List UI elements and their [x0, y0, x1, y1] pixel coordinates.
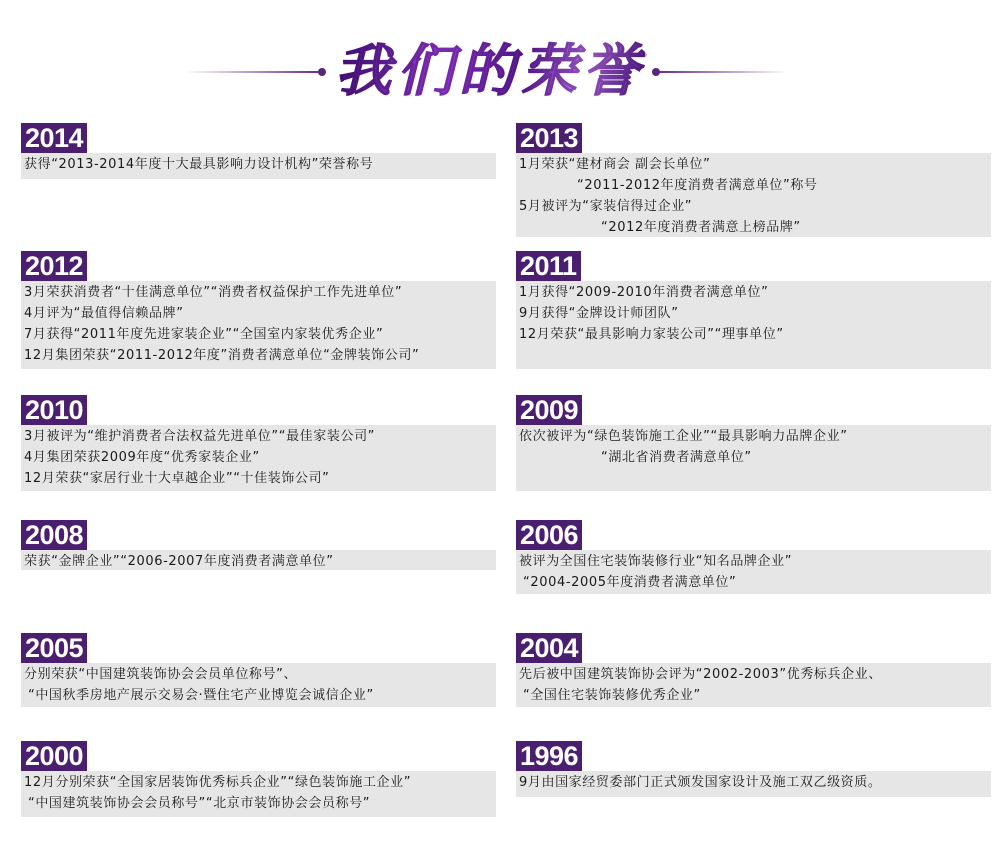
header-left-dot [318, 68, 326, 76]
award-line: 获得“2013-2014年度十大最具影响力设计机构”荣誉称号 [24, 157, 374, 172]
award-line: 3月被评为“维护消费者合法权益先进单位”“最佳家装公司” [24, 429, 376, 444]
award-line: “2012年度消费者满意上榜品牌” [601, 220, 801, 235]
year-badge: 2000 [21, 741, 87, 771]
award-line: 9月由国家经贸委部门正式颁发国家设计及施工双乙级资质。 [519, 775, 882, 790]
header-left-rule [186, 71, 318, 73]
year-badge: 2006 [516, 520, 582, 550]
year-badge: 2012 [21, 251, 87, 281]
award-line: 依次被评为“绿色装饰施工企业”“最具影响力品牌企业” [519, 429, 848, 444]
award-body [516, 281, 991, 369]
award-line: “中国秋季房地产展示交易会·暨住宅产业博览会诚信企业” [28, 688, 374, 703]
award-line: 7月获得“2011年度先进家装企业”“全国室内家装优秀企业” [24, 327, 384, 342]
award-line: “2004-2005年度消费者满意单位” [523, 575, 737, 590]
award-line: 1月获得“2009-2010年消费者满意单位” [519, 285, 769, 300]
year-badge: 2005 [21, 633, 87, 663]
award-line: “中国建筑装饰协会会员称号”“北京市装饰协会会员称号” [28, 796, 371, 811]
award-line: “湖北省消费者满意单位” [601, 450, 752, 465]
award-line: 3月荣获消费者“十佳满意单位”“消费者权益保护工作先进单位” [24, 285, 403, 300]
award-line: 5月被评为“家装信得过企业” [519, 199, 693, 214]
award-line: “2011-2012年度消费者满意单位”称号 [577, 178, 818, 193]
award-body [21, 550, 496, 570]
award-body [516, 771, 991, 797]
award-body [516, 153, 991, 237]
award-body [21, 771, 496, 817]
award-line: 9月获得“金牌设计师团队” [519, 306, 679, 321]
year-badge: 2004 [516, 633, 582, 663]
year-badge: 2010 [21, 395, 87, 425]
year-badge: 2008 [21, 520, 87, 550]
award-body [21, 281, 496, 369]
year-badge: 2013 [516, 123, 582, 153]
award-body [21, 153, 496, 179]
award-line: 4月集团荣获2009年度“优秀家装企业” [24, 450, 260, 465]
award-line: 先后被中国建筑装饰协会评为“2002-2003”优秀标兵企业、 [519, 667, 882, 682]
award-line: 12月荣获“家居行业十大卓越企业”“十佳装饰公司” [24, 471, 330, 486]
year-badge: 2011 [516, 251, 581, 281]
award-body [516, 663, 991, 707]
award-body [516, 550, 991, 594]
award-line: 分别荣获“中国建筑装饰协会会员单位称号”、 [24, 667, 298, 682]
header-right-dot [652, 68, 660, 76]
header-right-rule [660, 71, 788, 73]
award-line: “全国住宅装饰装修优秀企业” [523, 688, 701, 703]
award-line: 12月荣获“最具影响力家装公司”“理事单位” [519, 327, 784, 342]
award-body [21, 663, 496, 707]
year-badge: 1996 [516, 741, 582, 771]
page-header [0, 30, 1000, 110]
award-line: 被评为全国住宅装饰装修行业“知名品牌企业” [519, 554, 793, 569]
award-line: 1月荣获“建材商会 副会长单位” [519, 157, 711, 172]
award-body [516, 425, 991, 491]
award-line: 4月评为“最值得信赖品牌” [24, 306, 184, 321]
award-line: 12月集团荣获“2011-2012年度”消费者满意单位“金牌装饰公司” [24, 348, 420, 363]
award-body [21, 425, 496, 491]
year-badge: 2014 [21, 123, 87, 153]
award-line: 12月分别荣获“全国家居装饰优秀标兵企业”“绿色装饰施工企业” [24, 775, 412, 790]
year-badge: 2009 [516, 395, 582, 425]
award-line: 荣获“金牌企业”“2006-2007年度消费者满意单位” [24, 554, 334, 569]
page-title: 我们的荣誉 [335, 32, 645, 110]
